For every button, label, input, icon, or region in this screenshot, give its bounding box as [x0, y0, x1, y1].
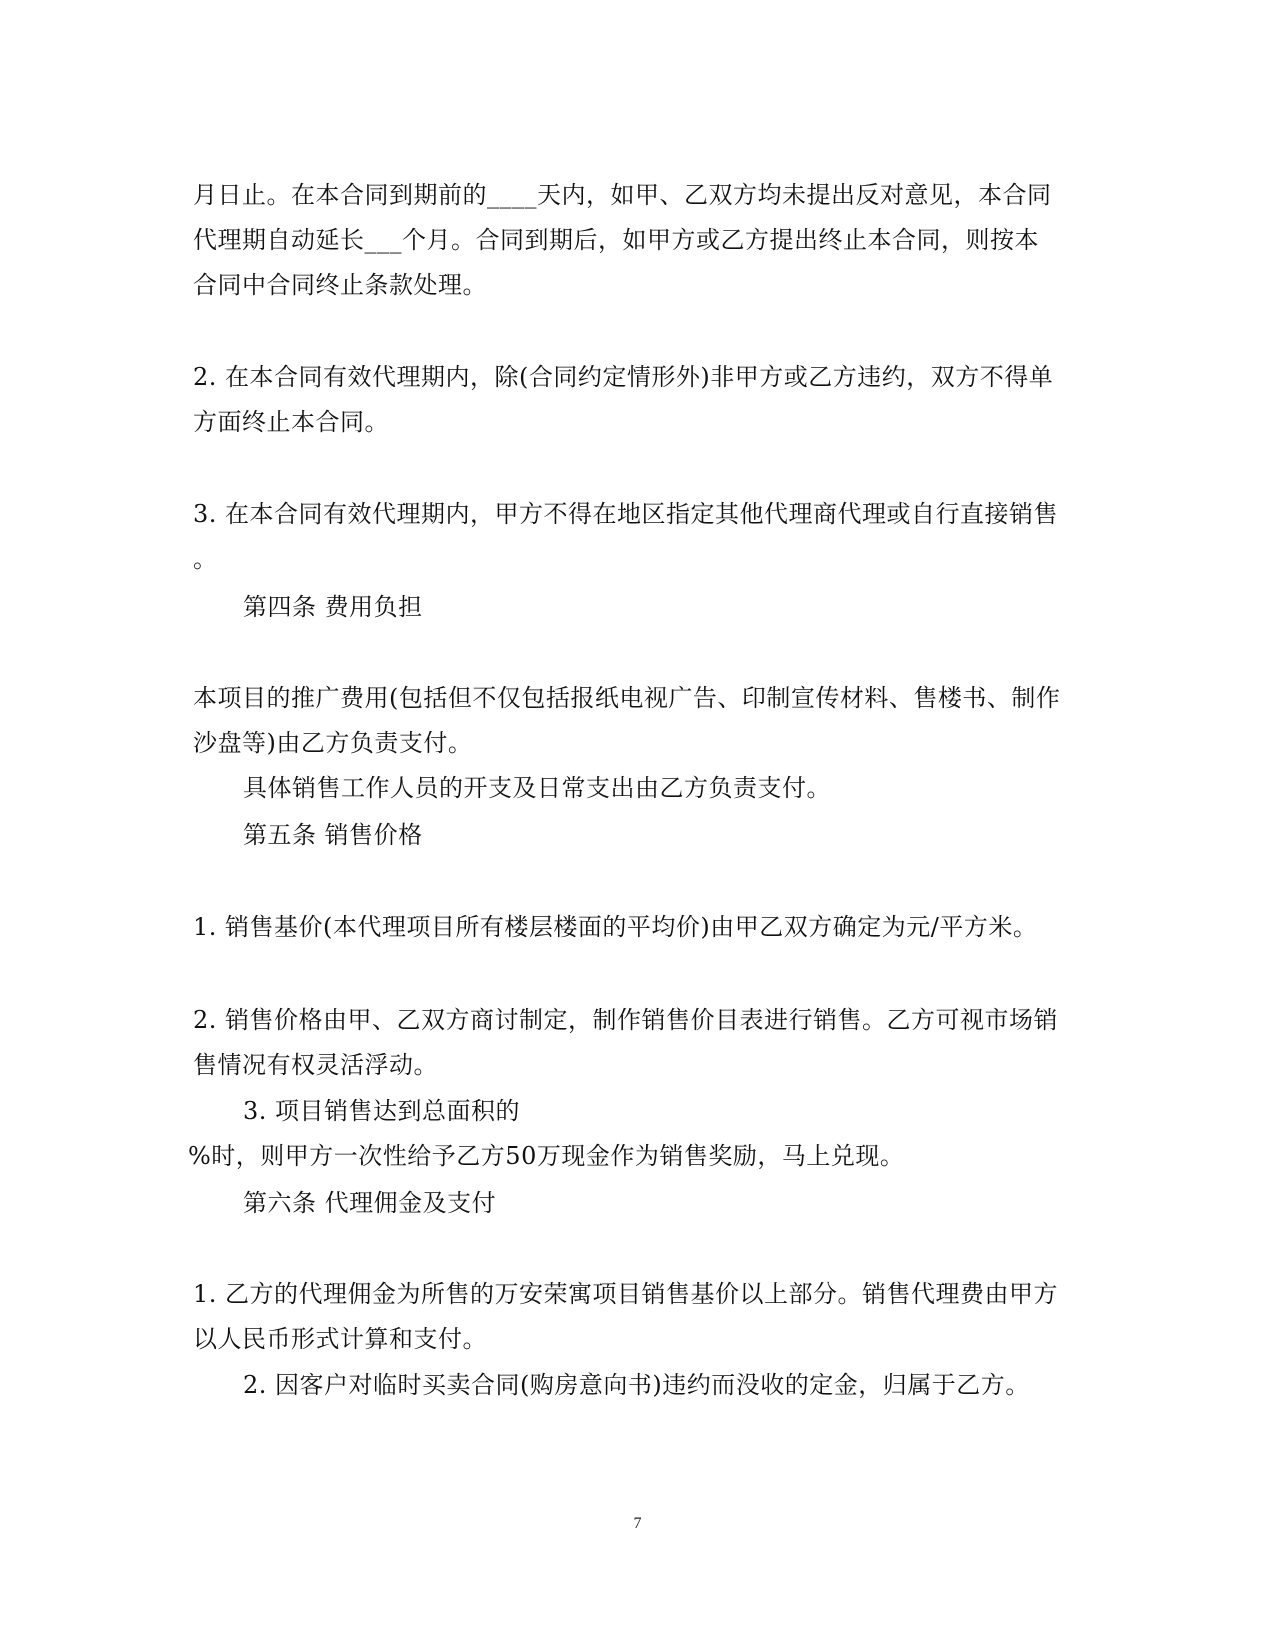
- clause-item-3: 3. 项目销售达到总面积的: [243, 1097, 521, 1125]
- clause-item-3: 3. 在本合同有效代理期内，甲方不得在地区指定其他代理商代理或自行直接销售: [193, 500, 1059, 528]
- paragraph-line: %时，则甲方一次性给予乙方50万现金作为销售奖励，马上兑现。: [188, 1142, 905, 1170]
- paragraph-line: 具体销售工作人员的开支及日常支出由乙方负责支付。: [243, 774, 831, 802]
- clause-item-1: 1. 销售基价(本代理项目所有楼层楼面的平均价)由甲乙双方确定为元/平方米。: [193, 913, 1038, 941]
- clause-item-1: 1. 乙方的代理佣金为所售的万安荣寓项目销售基价以上部分。销售代理费由甲方: [193, 1280, 1059, 1308]
- paragraph-line: 沙盘等)由乙方负责支付。: [193, 729, 473, 757]
- page-number: 7: [633, 1515, 642, 1532]
- clause-item-2: 2. 销售价格由甲、乙双方商讨制定，制作销售价目表进行销售。乙方可视市场销: [193, 1006, 1059, 1034]
- paragraph-line: 。: [193, 545, 218, 573]
- article-heading-5: 第五条 销售价格: [243, 821, 423, 849]
- paragraph-line: 售情况有权灵活浮动。: [193, 1051, 438, 1079]
- paragraph-line: 以人民币形式计算和支付。: [193, 1325, 487, 1353]
- paragraph-line: 月日止。在本合同到期前的____天内，如甲、乙双方均未提出反对意见，本合同: [193, 181, 1052, 209]
- clause-item-2: 2. 在本合同有效代理期内，除(合同约定情形外)非甲方或乙方违约，双方不得单: [193, 363, 1054, 391]
- paragraph-line: 代理期自动延长___个月。合同到期后，如甲方或乙方提出终止本合同，则按本: [193, 226, 1039, 254]
- paragraph-line: 本项目的推广费用(包括但不仅包括报纸电视广告、印制宣传材料、售楼书、制作: [193, 684, 1061, 712]
- clause-item-2: 2. 因客户对临时买卖合同(购房意向书)违约而没收的定金，归属于乙方。: [243, 1371, 1030, 1399]
- paragraph-line: 方面终止本合同。: [193, 408, 389, 436]
- article-heading-4: 第四条 费用负担: [243, 593, 423, 621]
- article-heading-6: 第六条 代理佣金及支付: [243, 1189, 497, 1217]
- paragraph-line: 合同中合同终止条款处理。: [193, 271, 487, 299]
